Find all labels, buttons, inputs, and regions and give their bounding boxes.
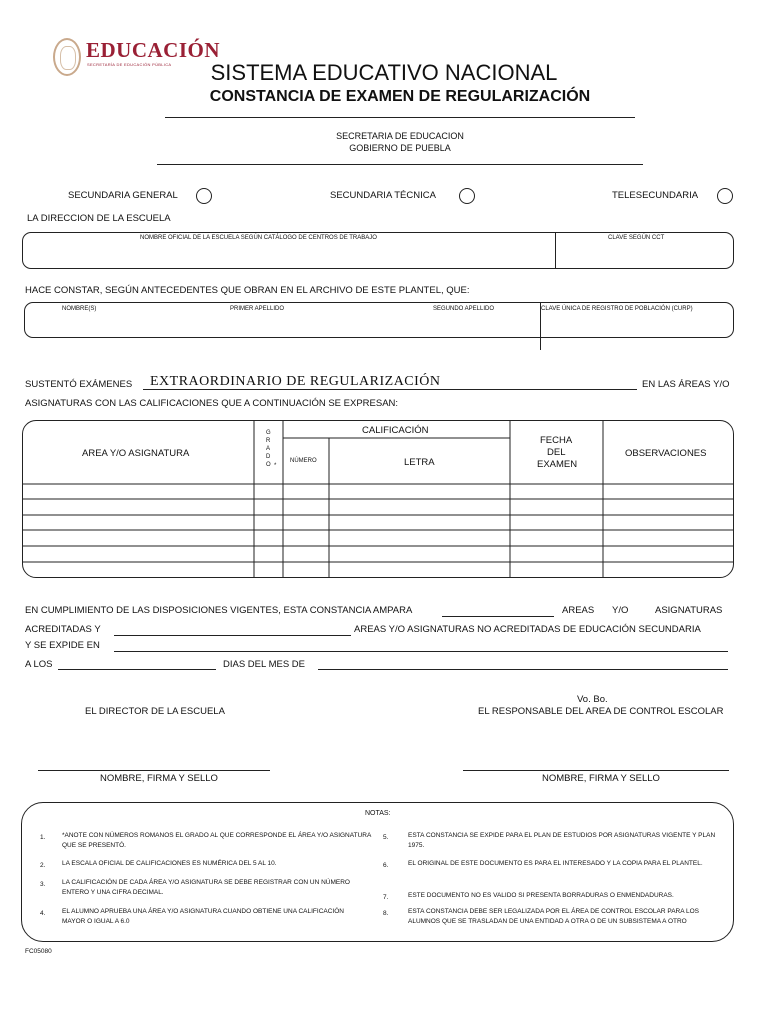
direccion-label: LA DIRECCION DE LA ESCUELA (27, 213, 171, 224)
form-code: FC05080 (25, 948, 52, 955)
grado-letter: R (266, 438, 271, 444)
curp-label: CLAVE ÚNICA DE REGISTRO DE POBLACIÓN (CURP) (541, 306, 693, 312)
dias-line[interactable] (58, 669, 216, 670)
note-text: ESTA CONSTANCIA SE EXPIDE PARA EL PLAN DE ESTUDIOS POR ASIGNATURAS VIGENTE Y PLAN 1975. (408, 832, 716, 849)
divider (555, 232, 556, 269)
areas-amparadas-line[interactable] (442, 616, 554, 617)
expide-text: Y SE EXPIDE EN (25, 640, 100, 651)
note-number: 3. (40, 881, 46, 888)
hace-constar-text: HACE CONSTAR, SEGÚN ANTECEDENTES QUE OBRAN EN EL ARCHIVO DE ESTE PLANTEL, QUE: (25, 285, 470, 296)
yo-text: Y/O (612, 605, 629, 616)
acreditadas-text: ACREDITADAS Y (25, 624, 101, 635)
secretaria-text: SECRETARIA DE EDUCACION (336, 131, 464, 141)
note-number: 6. (383, 862, 389, 869)
vobo-label: Vo. Bo. (577, 694, 608, 705)
note-text: EL ORIGINAL DE ESTE DOCUMENTO ES PARA EL INTERESADO Y LA COPIA PARA EL PLANTEL. (408, 860, 703, 867)
grado-letter: D (266, 454, 271, 460)
note-text: LA ESCALA OFICIAL DE CALIFICACIONES ES NUMÉRICA DEL 5 AL 10. (62, 860, 277, 867)
asignaturas-word: ASIGNATURAS (655, 605, 723, 616)
segundo-apellido-label: SEGUNDO APELLIDO (433, 306, 495, 312)
director-firma-label: NOMBRE, FIRMA Y SELLO (100, 773, 218, 784)
page-title: SISTEMA EDUCATIVO NACIONAL (210, 60, 558, 85)
director-signature-line[interactable] (38, 770, 270, 771)
responsable-firma-label: NOMBRE, FIRMA Y SELLO (542, 773, 660, 784)
option-secundaria-tecnica-label: SECUNDARIA TÉCNICA (330, 190, 436, 201)
note-text: LA CALIFICACIÓN DE CADA ÁREA Y/O ASIGNATURA SE DEBE REGISTRAR CON UN NÚMERO ENTERO Y UNA CIFRA DECIMAL. (62, 879, 350, 896)
calificacion-header: CALIFICACIÓN (362, 425, 429, 436)
gobierno-text: GOBIERNO DE PUEBLA (349, 143, 451, 153)
areas-label: EN LAS ÁREAS Y/O (642, 379, 730, 390)
note-text: *ANOTE CON NÚMEROS ROMANOS EL GRADO AL QUE CORRESPONDE EL ÁREA Y/O ASIGNATURA QUE SE PRESENTÓ. (62, 832, 371, 849)
logo-text: EDUCACIÓN (86, 38, 221, 62)
option-secundaria-general-radio[interactable] (196, 188, 212, 204)
fecha-header: EXAMEN (537, 459, 578, 470)
responsable-signature-line[interactable] (463, 770, 729, 771)
option-telesecundaria-radio[interactable] (717, 188, 733, 204)
grado-letter: O (266, 462, 271, 468)
director-label: EL DIRECTOR DE LA ESCUELA (85, 706, 225, 717)
exam-type-line[interactable] (143, 389, 637, 390)
mes-line[interactable] (318, 669, 728, 670)
area-header: AREA Y/O ASIGNATURA (82, 448, 190, 459)
note-text: ESTE DOCUMENTO NO ES VALIDO SI PRESENTA BORRADURAS O ENMENDADURAS. (408, 892, 674, 899)
cumplimiento-text: EN CUMPLIMIENTO DE LAS DISPOSICIONES VIGENTES, ESTA CONSTANCIA AMPARA (25, 605, 413, 616)
note-number: 2. (40, 862, 46, 869)
numero-header: NÚMERO (290, 458, 317, 464)
note-number: 5. (383, 834, 389, 841)
nombres-label: NOMBRE(S) (62, 306, 97, 312)
divider (157, 164, 643, 165)
divider (165, 117, 635, 118)
note-number: 4. (40, 910, 46, 917)
note-number: 7. (383, 894, 389, 901)
option-telesecundaria-label: TELESECUNDARIA (612, 190, 699, 201)
grades-table-grid (22, 420, 734, 578)
grado-letter: A (266, 446, 271, 452)
grado-letter: G (266, 430, 271, 436)
option-secundaria-general-label: SECUNDARIA GENERAL (68, 190, 178, 201)
responsable-label: EL RESPONSABLE DEL AREA DE CONTROL ESCOLAR (478, 706, 724, 717)
logo-subtext: SECRETARÍA DE EDUCACIÓN PÚBLICA (87, 62, 172, 67)
lugar-line[interactable] (114, 651, 728, 652)
grado-letter: * (274, 463, 277, 469)
notes-title: NOTAS: (365, 810, 391, 817)
no-acreditadas-text: AREAS Y/O ASIGNATURAS NO ACREDITADAS DE EDUCACIÓN SECUNDARIA (354, 624, 701, 635)
note-text: EL ALUMNO APRUEBA UNA ÁREA Y/O ASIGNATURA CUANDO OBTIENE UNA CALIFICACIÓN MAYOR O IGUAL A 6.0 (62, 908, 344, 925)
primer-apellido-label: PRIMER APELLIDO (230, 306, 285, 312)
areas-text: AREAS (562, 605, 595, 616)
letra-header: LETRA (404, 457, 435, 468)
dias-mes-text: DIAS DEL MES DE (223, 659, 306, 670)
note-text: ESTA CONSTANCIA DEBE SER LEGALIZADA POR EL ÁREA DE CONTROL ESCOLAR PARA LOS ALUMNOS QUE SE TRASLADAN DE UNA ENTIDAD A OTRA O DE UN SUBSISTEMA A OTRO (408, 908, 700, 925)
asignaturas-text: ASIGNATURAS CON LAS CALIFICACIONES QUE A CONTINUACIÓN SE EXPRESAN: (25, 398, 399, 409)
option-secundaria-tecnica-radio[interactable] (459, 188, 475, 204)
acreditadas-line[interactable] (114, 635, 351, 636)
fecha-header: DEL (547, 447, 566, 458)
fecha-header: FECHA (540, 435, 573, 446)
note-number: 1. (40, 834, 46, 841)
note-number: 8. (383, 910, 389, 917)
school-name-label: NOMBRE OFICIAL DE LA ESCUELA SEGÚN CATÁLOGO DE CENTROS DE TRABAJO (140, 235, 377, 241)
observaciones-header: OBSERVACIONES (625, 448, 707, 459)
clave-cct-label: CLAVE SEGÚN CCT (608, 235, 665, 241)
sustento-label: SUSTENTÓ EXÁMENES (25, 379, 133, 390)
page-subtitle: CONSTANCIA DE EXAMEN DE REGULARIZACIÓN (209, 88, 591, 105)
exam-type-value: EXTRAORDINARIO DE REGULARIZACIÓN (150, 374, 441, 389)
a-los-text: A LOS (25, 659, 53, 670)
